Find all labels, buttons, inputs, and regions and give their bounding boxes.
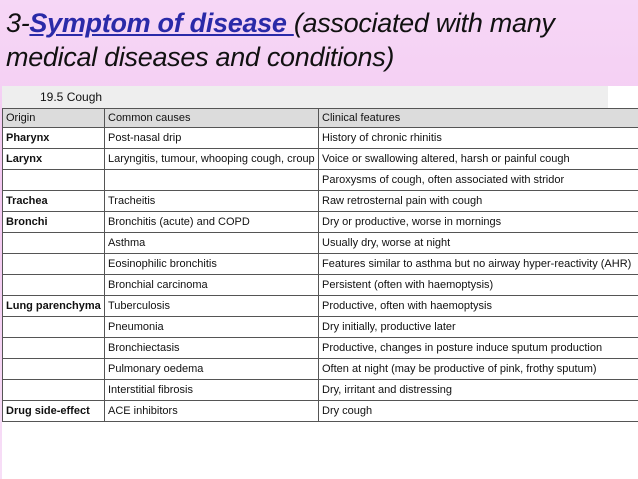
cause-cell: Pulmonary oedema [105, 359, 319, 380]
feature-cell: Voice or swallowing altered, harsh or painful cough [319, 149, 638, 170]
table-row [3, 254, 638, 275]
origin-cell: Bronchi [3, 212, 105, 233]
table-caption-bar [2, 86, 608, 108]
table-header-row [3, 109, 638, 128]
cause-cell: Eosinophilic bronchitis [105, 254, 319, 275]
origin-cell [3, 233, 105, 254]
feature-cell: Productive, changes in posture induce sputum production [319, 338, 638, 359]
origin-cell: Larynx [3, 149, 105, 170]
cause-cell: Tracheitis [105, 191, 319, 212]
feature-cell: Persistent (often with haemoptysis) [319, 275, 638, 296]
cause-cell [105, 170, 319, 191]
table-row [3, 212, 638, 233]
cause-cell: Tuberculosis [105, 296, 319, 317]
table-caption: 19.5 Cough [40, 90, 103, 104]
table-row [3, 170, 638, 191]
feature-cell: Paroxysms of cough, often associated with stridor [319, 170, 638, 191]
table-row [3, 128, 638, 149]
feature-cell: Features similar to asthma but no airway hyper-reactivity (AHR) [319, 254, 638, 275]
cause-cell: Interstitial fibrosis [105, 380, 319, 401]
table-row [3, 191, 638, 212]
table-row [3, 317, 638, 338]
feature-cell: Dry, irritant and distressing [319, 380, 638, 401]
header-origin: Origin [3, 109, 105, 128]
feature-cell: Often at night (may be productive of pink, frothy sputum) [319, 359, 638, 380]
origin-cell [3, 338, 105, 359]
cause-cell: Bronchial carcinoma [105, 275, 319, 296]
origin-cell [3, 380, 105, 401]
origin-cell: Trachea [3, 191, 105, 212]
cause-cell: Bronchitis (acute) and COPD [105, 212, 319, 233]
origin-cell [3, 170, 105, 191]
table-row [3, 296, 638, 317]
title-rest: (associated with many medical diseases and conditions) [6, 8, 555, 72]
table-row [3, 275, 638, 296]
origin-cell: Drug side-effect [3, 401, 105, 422]
table-row [3, 149, 638, 170]
cause-cell: Laryngitis, tumour, whooping cough, croup [105, 149, 319, 170]
origin-cell [3, 359, 105, 380]
cause-cell: Asthma [105, 233, 319, 254]
feature-cell: Dry or productive, worse in mornings [319, 212, 638, 233]
feature-cell: Raw retrosternal pain with cough [319, 191, 638, 212]
origin-cell [3, 317, 105, 338]
cause-cell: Bronchiectasis [105, 338, 319, 359]
table-row [3, 338, 638, 359]
cause-cell: Pneumonia [105, 317, 319, 338]
cough-table [2, 108, 638, 422]
table-row [3, 401, 638, 422]
origin-cell [3, 254, 105, 275]
feature-cell: History of chronic rhinitis [319, 128, 638, 149]
feature-cell: Dry initially, productive later [319, 317, 638, 338]
feature-cell: Usually dry, worse at night [319, 233, 638, 254]
table-row [3, 359, 638, 380]
header-clinical-features: Clinical features [319, 109, 638, 128]
cough-table-panel [2, 86, 638, 479]
cause-cell: ACE inhibitors [105, 401, 319, 422]
table-row [3, 233, 638, 254]
header-common-causes: Common causes [105, 109, 319, 128]
feature-cell: Dry cough [319, 401, 638, 422]
origin-cell: Pharynx [3, 128, 105, 149]
origin-cell: Lung parenchyma [3, 296, 105, 317]
table-row [3, 380, 638, 401]
slide-title [6, 6, 632, 74]
title-prefix: 3- [6, 8, 30, 38]
feature-cell: Productive, often with haemoptysis [319, 296, 638, 317]
origin-cell [3, 275, 105, 296]
cause-cell: Post-nasal drip [105, 128, 319, 149]
title-accent: Symptom of disease [29, 8, 294, 38]
